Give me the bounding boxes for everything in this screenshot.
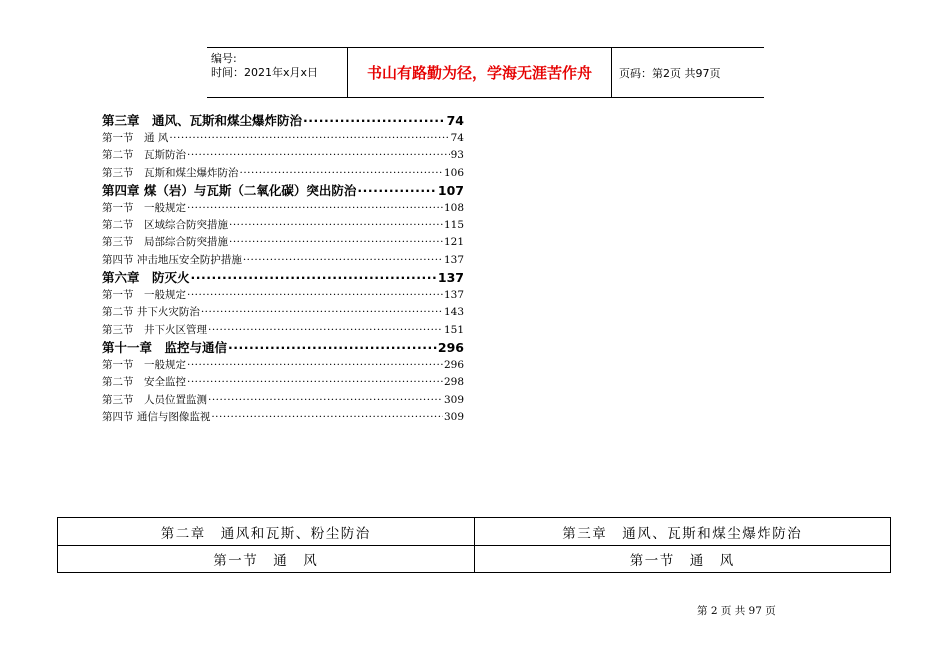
toc-leader-dots — [187, 374, 443, 391]
toc-leader-dots — [229, 217, 443, 234]
toc-entry-page: 108 — [443, 201, 464, 214]
toc-section-entry[interactable] — [102, 200, 464, 217]
toc-section-entry[interactable] — [102, 409, 464, 426]
toc-leader-dots — [243, 252, 443, 269]
toc-entry-title: 第三节 人员位置监测 — [102, 393, 207, 406]
toc-leader-dots — [208, 322, 443, 339]
toc-leader-dots — [303, 112, 446, 130]
toc-entry-page: 137 — [443, 253, 464, 266]
toc-section-entry[interactable] — [102, 304, 464, 321]
toc-leader-dots — [187, 200, 443, 217]
toc-entry-title: 第一节 一般规定 — [102, 358, 186, 371]
toc-section-entry[interactable] — [102, 165, 464, 182]
toc-section-entry[interactable] — [102, 287, 464, 304]
comparison-row-section — [58, 545, 890, 572]
toc-section-entry[interactable] — [102, 234, 464, 251]
time-label: 时间：2021年x月x日 — [211, 66, 319, 79]
toc-leader-dots — [240, 165, 443, 182]
toc-entry-page: 309 — [443, 410, 464, 423]
toc-section-entry[interactable] — [102, 322, 464, 339]
toc-leader-dots — [191, 269, 437, 287]
toc-entry-page: 296 — [437, 339, 464, 355]
toc-leader-dots — [187, 287, 443, 304]
toc-entry-page: 93 — [450, 149, 464, 162]
toc-entry-page: 137 — [437, 270, 464, 286]
new-chapter-cell: 第三章 通风、瓦斯和煤尘爆炸防治 — [474, 518, 891, 545]
toc-leader-dots — [187, 357, 443, 374]
toc-entry-page: 151 — [443, 323, 464, 336]
toc-entry-title: 第三节 瓦斯和煤尘爆炸防治 — [102, 166, 239, 179]
toc-entry-title: 第一节 通 风 — [102, 132, 169, 144]
toc-entry-title: 第十一章 监控与通信 — [102, 339, 228, 355]
toc-section-entry[interactable] — [102, 217, 464, 234]
toc-entry-title: 第一节 一般规定 — [102, 289, 186, 302]
toc-entry-title: 第二节 安全监控 — [102, 376, 186, 389]
toc-entry-title: 第一节 一般规定 — [102, 201, 186, 214]
toc-section-entry[interactable] — [102, 130, 464, 147]
old-section-cell: 第一节 通 风 — [213, 553, 319, 569]
toc-section-entry[interactable] — [102, 252, 464, 269]
old-chapter-cell: 第二章 通风和瓦斯、粉尘防治 — [160, 525, 371, 542]
toc-entry-title: 第二节 井下火灾防治 — [102, 306, 200, 319]
toc-entry-page: 74 — [450, 132, 464, 144]
toc-chapter-entry[interactable] — [102, 112, 464, 130]
toc-entry-title: 第二节 区域综合防突措施 — [102, 219, 228, 232]
toc-leader-dots — [228, 339, 437, 357]
toc-leader-dots — [211, 409, 443, 426]
toc-chapter-entry[interactable] — [102, 339, 464, 357]
toc-entry-page: 121 — [443, 236, 464, 249]
toc-entry-page: 296 — [443, 358, 464, 371]
toc-entry-page: 115 — [443, 219, 464, 232]
toc-entry-title: 第三章 通风、瓦斯和煤尘爆炸防治 — [102, 113, 303, 128]
toc-entry-page: 106 — [443, 166, 464, 179]
toc-leader-dots — [187, 147, 450, 164]
new-section-cell: 第一节 通 风 — [474, 546, 891, 572]
toc-section-entry[interactable] — [102, 357, 464, 374]
page-footer: 第 2 页 共 97 页 — [697, 605, 776, 617]
toc-leader-dots — [201, 304, 443, 321]
toc-leader-dots — [208, 392, 443, 409]
toc-leader-dots — [357, 182, 437, 200]
toc-section-entry[interactable] — [102, 392, 464, 409]
page-header-table — [207, 47, 764, 98]
toc-entry-title: 第四章 煤（岩）与瓦斯（二氧化碳）突出防治 — [102, 182, 357, 198]
toc-leader-dots — [169, 130, 449, 147]
toc-entry-page: 137 — [443, 289, 464, 302]
toc-chapter-entry[interactable] — [102, 269, 464, 287]
toc-entry-title: 第三节 局部综合防突措施 — [102, 236, 228, 249]
toc-entry-title: 第四节 冲击地压安全防护措施 — [102, 253, 242, 266]
toc-leader-dots — [229, 234, 443, 251]
toc-chapter-entry[interactable] — [102, 182, 464, 200]
toc-entry-title: 第六章 防灭火 — [102, 270, 190, 286]
header-meta-cell — [207, 48, 348, 97]
toc-entry-title: 第二节 瓦斯防治 — [102, 149, 186, 162]
toc-entry-page: 298 — [443, 376, 464, 389]
table-of-contents — [102, 112, 464, 426]
toc-entry-page: 74 — [446, 113, 464, 128]
toc-section-entry[interactable] — [102, 147, 464, 164]
toc-entry-page: 143 — [443, 306, 464, 319]
header-page-info: 页码：第2页 共97页 — [619, 66, 721, 80]
toc-entry-title: 第四节 通信与图像监视 — [102, 410, 211, 423]
code-label: 编号: — [211, 52, 237, 65]
toc-section-entry[interactable] — [102, 374, 464, 391]
toc-entry-title: 第三节 井下火区管理 — [102, 323, 207, 336]
comparison-table — [57, 517, 891, 573]
comparison-row-chapter — [58, 518, 890, 545]
header-motto: 书山有路勤为径，学海无涯苦作舟 — [348, 48, 612, 97]
toc-entry-page: 309 — [443, 393, 464, 406]
toc-entry-page: 107 — [437, 182, 464, 198]
